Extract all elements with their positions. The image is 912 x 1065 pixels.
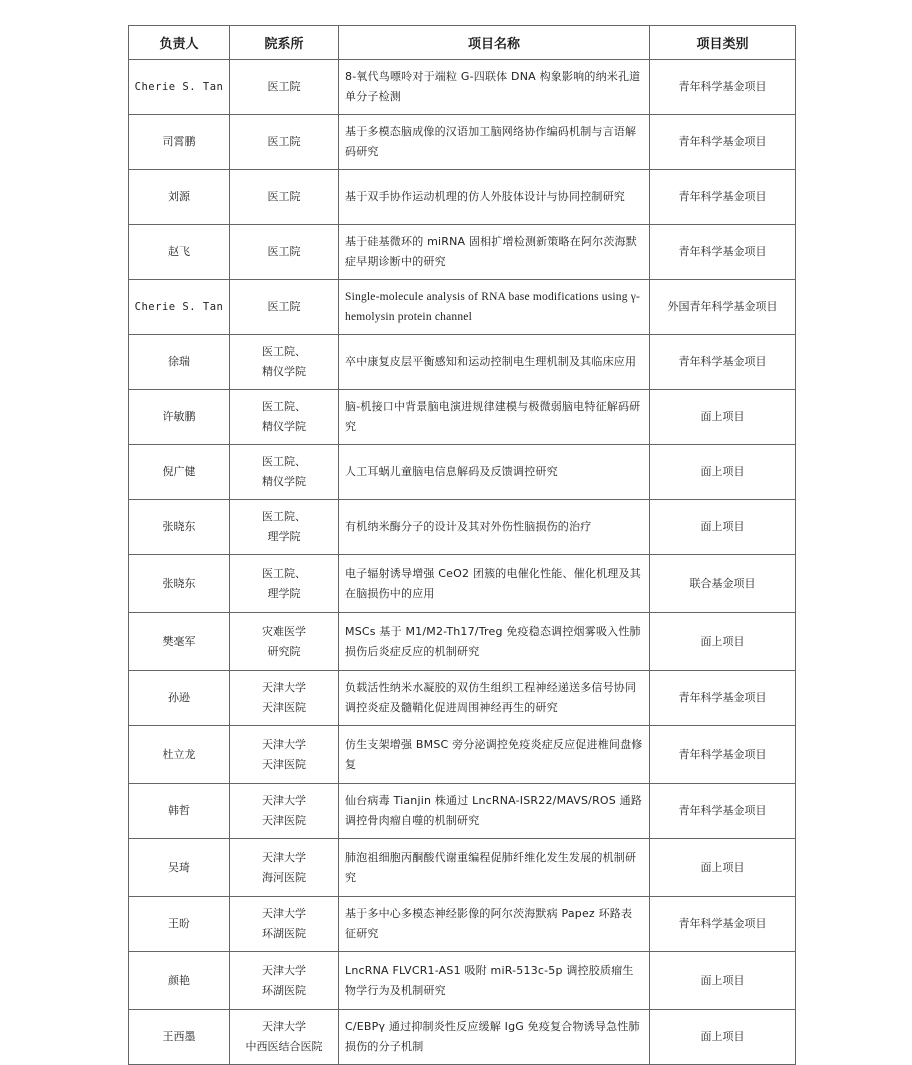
table-row xyxy=(129,613,796,671)
cell-title: 肺泡祖细胞丙酮酸代谢重编程促肺纤维化发生发展的机制研究 xyxy=(339,839,650,897)
dept-line: 天津大学 xyxy=(262,1020,306,1033)
dept-line: 灾难医学 xyxy=(262,624,306,638)
grant-project-table xyxy=(128,25,796,1065)
table-row xyxy=(129,335,796,390)
cell-dept xyxy=(230,500,339,555)
dept-line: 天津大学 xyxy=(262,907,306,920)
cell-title: 基于多模态脑成像的汉语加工脑网络协作编码机制与言语解码研究 xyxy=(339,115,650,170)
table-row xyxy=(129,280,796,335)
dept-line: 精仪学院 xyxy=(262,365,306,378)
cell-dept xyxy=(230,952,339,1010)
cell-person: 张晓东 xyxy=(129,500,230,555)
cell-title: 基于多中心多模态神经影像的阿尔茨海默病 Papez 环路表征研究 xyxy=(339,897,650,952)
cell-category: 面上项目 xyxy=(650,390,796,445)
cell-title: 基于硅基微环的 miRNA 固相扩增检测新策略在阿尔茨海默症早期诊断中的研究 xyxy=(339,225,650,280)
cell-category: 青年科学基金项目 xyxy=(650,60,796,115)
cell-category: 面上项目 xyxy=(650,500,796,555)
cell-title: LncRNA FLVCR1-AS1 吸附 miR-513c-5p 调控胶质瘤生物学行为及机制研究 xyxy=(339,952,650,1010)
cell-dept xyxy=(230,60,339,115)
cell-category: 青年科学基金项目 xyxy=(650,115,796,170)
cell-category: 青年科学基金项目 xyxy=(650,225,796,280)
cell-person: 颜艳 xyxy=(129,952,230,1010)
dept-line: 天津大学 xyxy=(262,850,306,864)
table-row xyxy=(129,952,796,1010)
cell-dept xyxy=(230,225,339,280)
cell-person: 杜立龙 xyxy=(129,726,230,784)
dept-line: 天津大学 xyxy=(262,681,306,694)
cell-title: Single-molecule analysis of RNA base modifications using γ-hemolysin protein channel xyxy=(339,280,650,335)
dept-line: 天津大学 xyxy=(262,794,306,807)
header-category: 项目类别 xyxy=(650,26,796,60)
cell-dept xyxy=(230,784,339,839)
table-row xyxy=(129,671,796,726)
dept-line: 医工院 xyxy=(267,300,301,313)
cell-category: 青年科学基金项目 xyxy=(650,671,796,726)
table-row xyxy=(129,60,796,115)
dept-line: 医工院 xyxy=(267,135,301,148)
cell-title: C/EBPγ 通过抑制炎性反应缓解 IgG 免疫复合物诱导急性肺损伤的分子机制 xyxy=(339,1010,650,1065)
header-title: 项目名称 xyxy=(339,26,650,60)
table-row xyxy=(129,115,796,170)
cell-person: 许敏鹏 xyxy=(129,390,230,445)
cell-category: 面上项目 xyxy=(650,1010,796,1065)
table-row xyxy=(129,445,796,500)
table-row xyxy=(129,500,796,555)
cell-dept xyxy=(230,115,339,170)
dept-line: 医工院、 xyxy=(262,345,306,358)
cell-title: 仙台病毒 Tianjin 株通过 LncRNA-ISR22/MAVS/ROS 通路调控骨肉瘤自噬的机制研究 xyxy=(339,784,650,839)
table-row xyxy=(129,1010,796,1065)
dept-line: 中西医结合医院 xyxy=(245,1040,323,1053)
cell-category: 青年科学基金项目 xyxy=(650,170,796,225)
cell-title: 基于双手协作运动机理的仿人外肢体设计与协同控制研究 xyxy=(339,170,650,225)
cell-dept xyxy=(230,1010,339,1065)
table-row xyxy=(129,170,796,225)
dept-line: 理学院 xyxy=(267,530,301,543)
dept-line: 医工院 xyxy=(267,190,301,203)
cell-dept xyxy=(230,390,339,445)
dept-line: 研究院 xyxy=(267,644,301,658)
cell-dept xyxy=(230,613,339,671)
cell-person: 张晓东 xyxy=(129,555,230,613)
cell-category: 青年科学基金项目 xyxy=(650,784,796,839)
cell-title: 8-氧代鸟嘌呤对于端粒 G-四联体 DNA 构象影响的纳米孔道单分子检测 xyxy=(339,60,650,115)
dept-line: 天津医院 xyxy=(262,757,306,771)
cell-dept xyxy=(230,445,339,500)
cell-title: 卒中康复皮层平衡感知和运动控制电生理机制及其临床应用 xyxy=(339,335,650,390)
cell-category: 联合基金项目 xyxy=(650,555,796,613)
cell-dept xyxy=(230,839,339,897)
dept-line: 天津大学 xyxy=(262,737,306,751)
header-person: 负责人 xyxy=(129,26,230,60)
dept-line: 医工院、 xyxy=(262,455,306,468)
table-header-row xyxy=(129,26,796,60)
cell-person: 倪广健 xyxy=(129,445,230,500)
cell-dept xyxy=(230,897,339,952)
cell-category: 青年科学基金项目 xyxy=(650,726,796,784)
cell-title: 有机纳米酶分子的设计及其对外伤性脑损伤的治疗 xyxy=(339,500,650,555)
dept-line: 医工院 xyxy=(267,80,301,93)
cell-category: 外国青年科学基金项目 xyxy=(650,280,796,335)
cell-category: 青年科学基金项目 xyxy=(650,897,796,952)
cell-person: Cherie S. Tan xyxy=(129,60,230,115)
dept-line: 医工院、 xyxy=(262,400,306,413)
cell-title: 仿生支架增强 BMSC 旁分泌调控免疫炎症反应促进椎间盘修复 xyxy=(339,726,650,784)
dept-line: 医工院 xyxy=(267,245,301,258)
cell-person: 王西墨 xyxy=(129,1010,230,1065)
cell-person: 司霄鹏 xyxy=(129,115,230,170)
cell-dept xyxy=(230,280,339,335)
cell-person: 赵飞 xyxy=(129,225,230,280)
cell-dept xyxy=(230,555,339,613)
cell-category: 面上项目 xyxy=(650,445,796,500)
cell-person: Cherie S. Tan xyxy=(129,280,230,335)
cell-title: 负载活性纳米水凝胶的双仿生组织工程神经递送多信号协同调控炎症及髓鞘化促进周围神经再生的研究 xyxy=(339,671,650,726)
dept-line: 天津大学 xyxy=(262,963,306,977)
dept-line: 精仪学院 xyxy=(262,420,306,433)
cell-dept xyxy=(230,170,339,225)
cell-title: 电子辐射诱导增强 CeO2 团簇的电催化性能、催化机理及其在脑损伤中的应用 xyxy=(339,555,650,613)
dept-line: 天津医院 xyxy=(262,814,306,827)
cell-person: 韩哲 xyxy=(129,784,230,839)
dept-line: 理学院 xyxy=(267,586,301,600)
cell-dept xyxy=(230,671,339,726)
cell-person: 刘源 xyxy=(129,170,230,225)
cell-title: 脑-机接口中背景脑电演进规律建模与极微弱脑电特征解码研究 xyxy=(339,390,650,445)
cell-person: 王昐 xyxy=(129,897,230,952)
cell-category: 面上项目 xyxy=(650,613,796,671)
cell-person: 樊毫军 xyxy=(129,613,230,671)
table-row xyxy=(129,555,796,613)
cell-dept xyxy=(230,335,339,390)
cell-title: MSCs 基于 M1/M2-Th17/Treg 免疫稳态调控烟雾吸入性肺损伤后炎症反应的机制研究 xyxy=(339,613,650,671)
cell-category: 面上项目 xyxy=(650,952,796,1010)
cell-person: 孙逊 xyxy=(129,671,230,726)
table-row xyxy=(129,839,796,897)
table-row xyxy=(129,390,796,445)
dept-line: 海河医院 xyxy=(262,870,306,884)
table-row xyxy=(129,897,796,952)
dept-line: 精仪学院 xyxy=(262,475,306,488)
cell-category: 青年科学基金项目 xyxy=(650,335,796,390)
cell-person: 徐瑞 xyxy=(129,335,230,390)
header-dept: 院系所 xyxy=(230,26,339,60)
cell-person: 吴琦 xyxy=(129,839,230,897)
dept-line: 环湖医院 xyxy=(262,927,306,940)
table-row xyxy=(129,726,796,784)
table-row xyxy=(129,784,796,839)
dept-line: 医工院、 xyxy=(262,566,306,580)
dept-line: 医工院、 xyxy=(262,510,306,523)
dept-line: 环湖医院 xyxy=(262,983,306,997)
cell-category: 面上项目 xyxy=(650,839,796,897)
table-row xyxy=(129,225,796,280)
cell-dept xyxy=(230,726,339,784)
dept-line: 天津医院 xyxy=(262,701,306,714)
cell-title: 人工耳蜗儿童脑电信息解码及反馈调控研究 xyxy=(339,445,650,500)
